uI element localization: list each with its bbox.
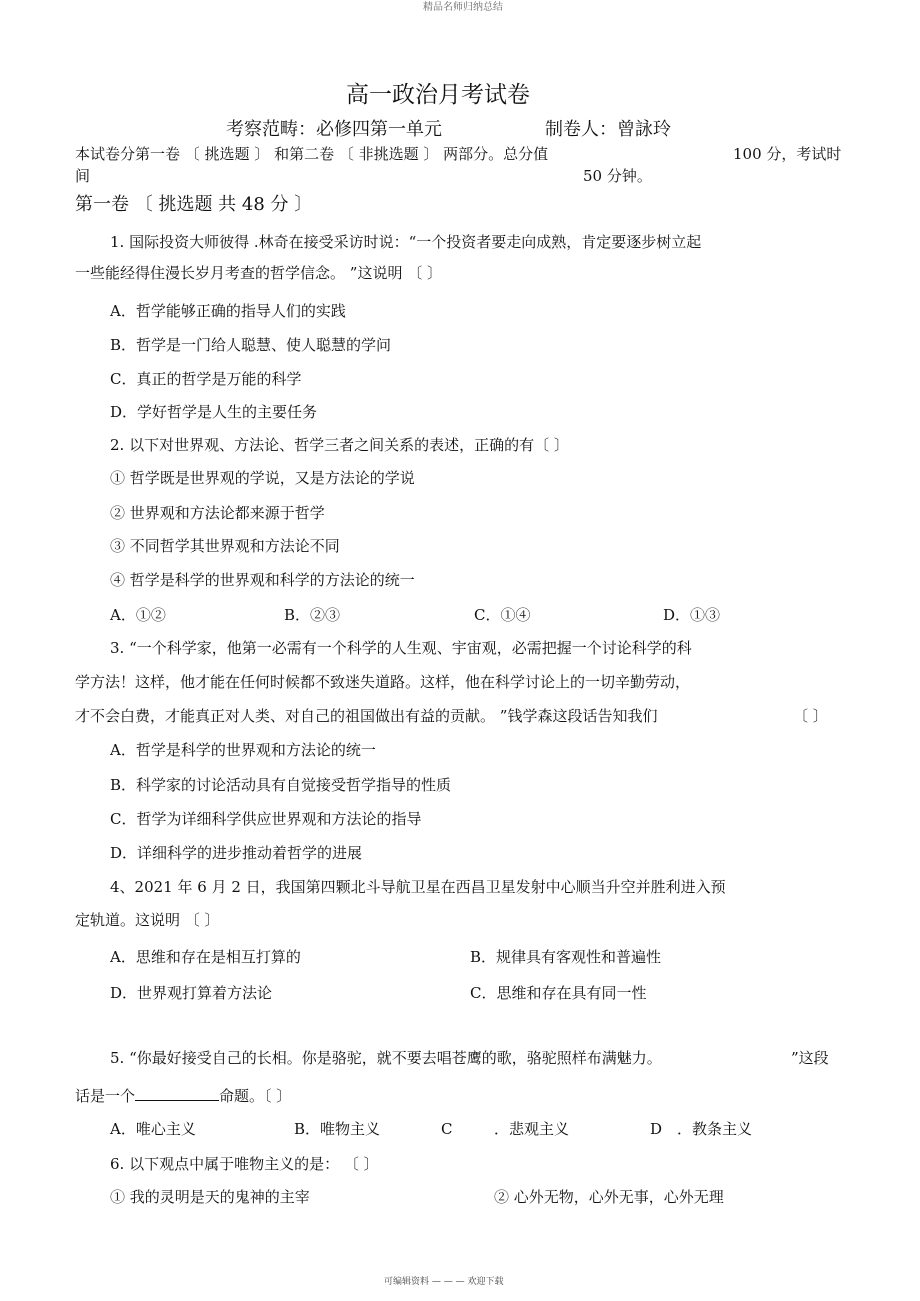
- q5-option-c-letter: C: [441, 1120, 453, 1138]
- q2-option-c: C．①④: [474, 606, 531, 624]
- q5-stem-line-2: [75, 1086, 291, 1104]
- q3-stem-line-3: 才不会白费，才能真正对人类、对自己的祖国做出有益的贡献。 ”钱学森这段话告知我们: [75, 707, 658, 725]
- q3-option-c: C．哲学为详细科学供应世界观和方法论的指导: [110, 810, 422, 828]
- q3-stem-line-1: 3. “一个科学家，他第一必需有一个科学的人生观、宇宙观，必需把握一个讨论科学的科: [110, 639, 692, 657]
- q2-stem: 2. 以下对世界观、方法论、哲学三者之间关系的表述，正确的有〔 〕: [110, 436, 569, 454]
- page-header: 精品名师归纳总结: [423, 2, 503, 13]
- q5-stem-line-1: 5. “你最好接受自己的长相。你是骆驼，就不要去唱苍鹰的歌，骆驼照样布满魅力。: [110, 1049, 662, 1067]
- q5-option-d-letter: D: [650, 1120, 663, 1138]
- page-title: 高一政治月考试卷: [346, 82, 530, 108]
- q4-option-a: A．思维和存在是相互打算的: [110, 948, 301, 966]
- q5-option-b: B．唯物主义: [294, 1120, 381, 1138]
- q1-option-c: C．真正的哲学是万能的科学: [110, 370, 302, 388]
- q4-stem-line-1: 4、2021 年 6 月 2 日，我国第四颗北斗导航卫星在西昌卫星发射中心顺当升空并胜利进入预: [110, 878, 726, 896]
- q3-stem-line-2: 学方法！这样，他才能在任何时候都不致迷失道路。这样，他在科学讨论上的一切辛勤劳动，: [75, 673, 691, 691]
- q5-option-a: A．唯心主义: [110, 1120, 196, 1138]
- page-footer: 可编辑资料 — — — 欢迎下载: [384, 1277, 504, 1287]
- q2-statement-2: ② 世界观和方法论都来源于哲学: [110, 504, 325, 522]
- q6-statement-1: ① 我的灵明是天的鬼神的主宰: [110, 1188, 310, 1206]
- intro-line-2-time: 50 分钟。: [583, 167, 652, 185]
- q5-option-d-text: ．教条主义: [677, 1120, 753, 1138]
- exam-author: 制卷人：曾詠玲: [545, 119, 671, 140]
- intro-line-1: 本试卷分第一卷 〔 挑选题 〕 和第二卷 〔 非挑选题 〕 两部分。总分值: [75, 145, 549, 163]
- exam-scope: 考察范畴：必修四第一单元: [226, 119, 442, 140]
- q1-option-a: A．哲学能够正确的指导人们的实践: [110, 302, 346, 320]
- q5-stem-suffix: 命题。〔 〕: [219, 1087, 292, 1105]
- q1-option-b: B．哲学是一门给人聪慧、使人聪慧的学问: [110, 336, 392, 354]
- q3-option-d: D．详细科学的进步推动着哲学的进展: [110, 844, 363, 862]
- q2-statement-4: ④ 哲学是科学的世界观和科学的方法论的统一: [110, 571, 415, 589]
- q2-option-a: A．①②: [110, 606, 166, 624]
- intro-line-2: 间: [75, 167, 91, 185]
- q3-option-b: B．科学家的讨论活动具有自觉接受哲学指导的性质: [110, 776, 452, 794]
- q4-stem-line-2: 定轨道。这说明 〔 〕: [75, 911, 220, 929]
- q1-stem-line-2: 一些能经得住漫长岁月考查的哲学信念。 ”这说明 〔 〕: [75, 264, 442, 282]
- q5-stem-line-1-end: ”这段: [791, 1049, 829, 1067]
- q1-option-d: D．学好哲学是人生的主要任务: [110, 403, 318, 421]
- q4-option-d: D．世界观打算着方法论: [110, 984, 273, 1002]
- q3-answer-bracket: 〔 〕: [793, 707, 828, 725]
- q4-option-b: B．规律具有客观性和普遍性: [470, 948, 662, 966]
- section-heading: 第一卷 〔 挑选题 共 48 分 〕: [75, 194, 313, 215]
- q3-option-a: A．哲学是科学的世界观和方法论的统一: [110, 741, 376, 759]
- q2-statement-3: ③ 不同哲学其世界观和方法论不同: [110, 537, 340, 555]
- intro-line-1-score: 100 分，考试时: [733, 145, 842, 163]
- q5-stem-prefix: 话是一个: [75, 1087, 136, 1105]
- q2-statement-1: ① 哲学既是世界观的学说，又是方法论的学说: [110, 469, 415, 487]
- q2-option-b: B．②③: [284, 606, 341, 624]
- q5-option-c-text: ．悲观主义: [494, 1120, 570, 1138]
- q1-stem-line-1: 1. 国际投资大师彼得 .林奇在接受采访时说：“一个投资者要走向成熟，肯定要逐步树立起: [110, 233, 702, 251]
- q4-option-c: C．思维和存在具有同一性: [470, 984, 647, 1002]
- q2-option-d: D．①③: [663, 606, 721, 624]
- q5-blank[interactable]: [135, 1086, 219, 1101]
- q6-statement-2: ② 心外无物，心外无事，心外无理: [494, 1188, 724, 1206]
- q6-stem: 6. 以下观点中属于唯物主义的是： 〔 〕: [110, 1155, 379, 1173]
